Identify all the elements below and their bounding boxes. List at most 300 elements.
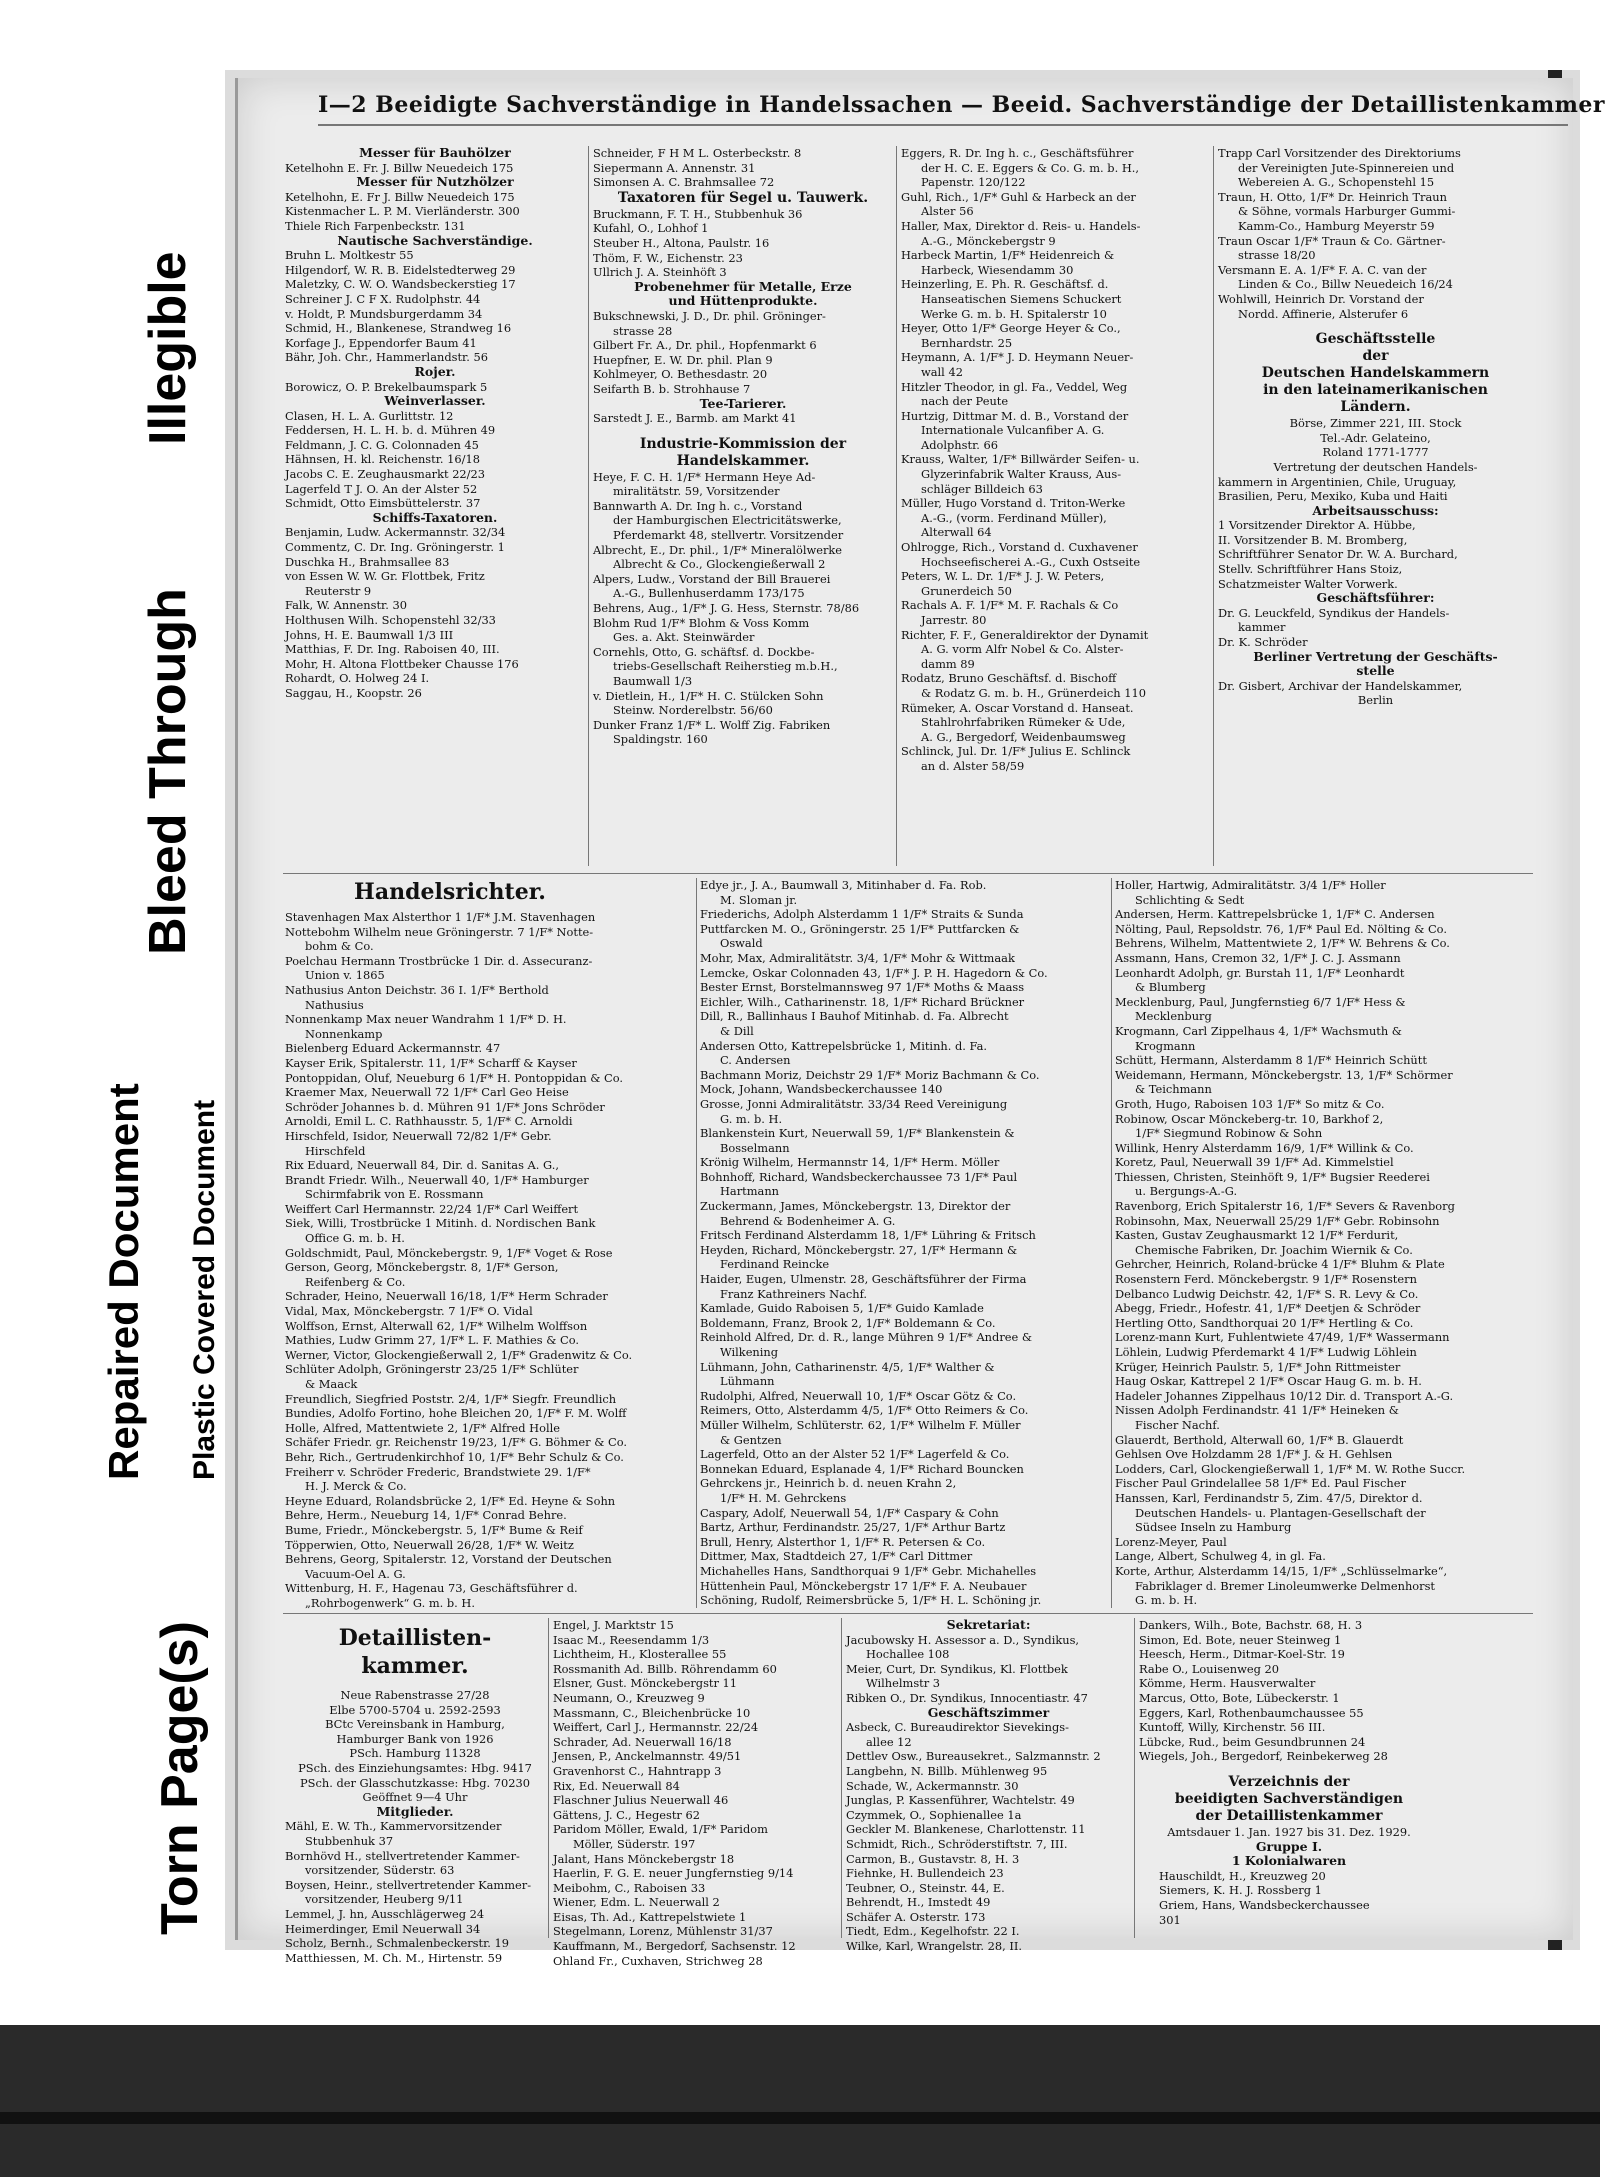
entry-line: Krauss, Walter, 1/F* Billwärder Seifen- u. [901, 452, 1140, 467]
entry-line: Mecklenburg [1135, 1009, 1212, 1024]
entry-line: Lagerfeld, Otto an der Alster 52 1/F* Lagerfeld & Co. [700, 1447, 1010, 1462]
entry-line: Stahlrohrfabriken Rümeker & Ude, [921, 715, 1126, 730]
entry-line: Kamlade, Guido Raboisen 5, 1/F* Guido Kamlade [700, 1301, 984, 1316]
illegible-label: Illegible [139, 251, 197, 445]
entry-line: Kistenmacher L. P. M. Vierländerstr. 300 [285, 204, 520, 219]
entry-line: Dunker Franz 1/F* L. Wolff Zig. Fabriken [593, 717, 831, 732]
entry-line: Guhl, Rich., 1/F* Guhl & Harbeck an der [901, 189, 1136, 204]
entry-line: Steuber H., Altona, Paulstr. 16 [593, 235, 770, 250]
section-heading: in den lateinamerikanischen [1263, 382, 1488, 399]
entry-line: G. m. b. H. [1135, 1593, 1198, 1608]
entry-line: Rudolphi, Alfred, Neuerwall 10, 1/F* Oscar Götz & Co. [700, 1388, 1017, 1403]
entry-line: Schneider, F H M L. Osterbeckstr. 8 [593, 146, 802, 160]
plastic-covered-label: Plastic Covered Document [188, 1099, 221, 1480]
entry-line: Bannwarth A. Dr. Ing h. c., Vorstand [593, 498, 803, 513]
entry-line: Krüger, Heinrich Paulstr. 5, 1/F* John Rittmeister [1115, 1359, 1401, 1374]
entry-line: G. m. b. H. [720, 1111, 783, 1126]
entry-line: Engel, J. Marktstr 15 [553, 1618, 674, 1632]
entry-line: Werke G. m. b. H. Spitalerstr 10 [921, 306, 1107, 321]
entry-line: Alpers, Ludw., Vorstand der Bill Brauerei [593, 571, 831, 586]
entry-line: Hilgendorf, W. R. B. Eidelstedterweg 29 [285, 262, 516, 277]
entry-line: Gilbert Fr. A., Dr. phil., Hopfenmarkt 6 [593, 338, 817, 353]
handelsrichter-col-1 [285, 910, 693, 1611]
entry-line: Fischer Nachf. [1135, 1417, 1220, 1432]
entry-line [593, 426, 893, 436]
entry-line: Goldschmidt, Paul, Mönckebergstr. 9, 1/F* Voget & Rose [285, 1245, 613, 1260]
entry-line: Spaldingstr. 160 [613, 732, 708, 747]
entry-line: Behr, Rich., Gertrudenkirchhof 10, 1/F* Behr Schulz & Co. [285, 1449, 624, 1464]
entry-line: Wiegels, Joh., Bergedorf, Reinbekerweg 28 [1139, 1749, 1388, 1764]
entry-line: Wilhelmstr 3 [866, 1676, 941, 1691]
divider [896, 146, 897, 866]
entry-line: Lemcke, Oskar Colonnaden 43, 1/F* J. P. H. Hagedorn & Co. [700, 965, 1048, 980]
entry-line: Boldemann, Franz, Brook 2, 1/F* Boldemann & Co. [700, 1315, 996, 1330]
section-heading: Geschäftsführer: [1316, 590, 1435, 606]
entry-line: Huepfner, E. W. Dr. phil. Plan 9 [593, 352, 773, 367]
entry-line: Haerlin, F. G. E. neuer Jungfernstieg 9/14 [553, 1866, 794, 1881]
entry-line: Bartz, Arthur, Ferdinandstr. 25/27, 1/F* Arthur Bartz [700, 1520, 1006, 1535]
entry-line: Nonnenkamp Max neuer Wandrahm 1 1/F* D. H. [285, 1012, 567, 1027]
entry-line: Schmid, H., Blankenese, Strandweg 16 [285, 321, 512, 336]
entry-line: Schlinck, Jul. Dr. 1/F* Julius E. Schlinck [901, 744, 1131, 759]
entry-line: Czymmek, O., Sophienallee 1a [846, 1807, 1022, 1822]
entry-line: Siemers, K. H. J. Rossberg 1 [1159, 1883, 1322, 1898]
entry-line: Asbeck, C. Bureaudirektor Sievekings- [846, 1720, 1069, 1735]
entry-line: Schriftführer Senator Dr. W. A. Burchard, [1218, 547, 1458, 562]
document-page [235, 78, 1605, 1968]
entry-line: Korfage J., Eppendorfer Baum 41 [285, 335, 477, 350]
entry-line: Seifarth B. b. Strohhause 7 [593, 381, 751, 396]
section-heading: Ländern. [1340, 399, 1411, 416]
entry-line: Abegg, Friedr., Hofestr. 41, 1/F* Deetjen & Schröder [1115, 1301, 1421, 1316]
entry-line: Holle, Alfred, Mattentwiete 2, 1/F* Alfred Holle [285, 1420, 560, 1435]
torn-pages-label: Torn Page(s) [151, 1621, 209, 1935]
entry-line: Lorenz-Meyer, Paul [1115, 1534, 1227, 1549]
entry-line: Behrens, Aug., 1/F* J. G. Hess, Sternstr. 78/86 [593, 601, 860, 616]
entry-line: Carmon, B., Gustavstr. 8, H. 3 [846, 1851, 1020, 1866]
entry-line: Hauschildt, H., Kreuzweg 20 [1159, 1868, 1326, 1883]
bleed-through-label: Bleed Through [139, 588, 197, 955]
entry-line: Eisas, Th. Ad., Kattrepelstwiete 1 [553, 1909, 747, 1924]
entry-line: Freiherr v. Schröder Frederic, Brandstwiete 29. 1/F* [285, 1464, 591, 1479]
entry-line: Schütt, Hermann, Alsterdamm 8 1/F* Heinrich Schütt [1115, 1053, 1427, 1068]
entry-line: Pferdemarkt 48, stellvertr. Vorsitzender [613, 528, 844, 543]
detaillisten-col-4 [1139, 1618, 1439, 1927]
entry-line: Gravenhorst C., Hahntrapp 3 [553, 1763, 722, 1778]
entry-line: vorsitzender, Heuberg 9/11 [305, 1892, 464, 1907]
section-heading: der Detaillistenkammer [1195, 1807, 1383, 1824]
entry-line: Reuterstr 9 [305, 583, 372, 598]
column-4 [1218, 146, 1533, 708]
detaillisten-col-3 [846, 1618, 1131, 1954]
entry-line: Heimerdinger, Emil Neuerwall 34 [285, 1921, 481, 1936]
entry-line: Teubner, O., Steinstr. 44, E. [846, 1880, 1005, 1895]
entry-line: 1 Vorsitzender Direktor A. Hübbe, [1218, 518, 1416, 533]
entry-line: Müller Wilhelm, Schlüterstr. 62, 1/F* Wilhelm F. Müller [700, 1417, 1021, 1432]
section-heading: Verzeichnis der [1228, 1773, 1350, 1790]
entry-line: Schrader, Ad. Neuerwall 16/18 [553, 1734, 732, 1749]
entry-line: damm 89 [921, 656, 975, 671]
entry-line: Jalant, Hans Mönckebergstr 18 [553, 1851, 735, 1866]
entry-line: Kayser Erik, Spitalerstr. 11, 1/F* Scharff & Kayser [285, 1055, 577, 1070]
section-heading: Deutschen Handelskammern [1261, 365, 1490, 382]
entry-line: Jacobs C. E. Zeughausmarkt 22/23 [285, 467, 486, 482]
entry-line: v. Dietlein, H., 1/F* H. C. Stülcken Sohn [593, 688, 824, 703]
entry-line: Schade, W., Ackermannstr. 30 [846, 1778, 1019, 1793]
detaillisten-title-1: Detaillisten- [338, 1625, 492, 1651]
entry-line: Roland 1771-1777 [1322, 445, 1429, 460]
entry-line: C. Andersen [720, 1053, 791, 1068]
entry-line: Dill, R., Ballinhaus I Bauhof Mitinhab. d. Fa. Albrecht [700, 1009, 1009, 1024]
section-heading: Messer für Bauhölzer [359, 145, 511, 160]
entry-line: Meier, Curt, Dr. Syndikus, Kl. Flottbek [846, 1661, 1068, 1676]
entry-line: Bernhardstr. 25 [921, 335, 1013, 350]
entry-line: 301 [1159, 1912, 1181, 1927]
entry-line: Caspary, Adolf, Neuerwall 54, 1/F* Caspary & Cohn [700, 1505, 999, 1520]
section-heading: Mitglieder. [376, 1803, 454, 1819]
column-3 [901, 146, 1211, 774]
entry-line: Schäfer A. Osterstr. 173 [846, 1909, 986, 1924]
entry-line: Albrecht & Co., Glockengießerwall 2 [613, 557, 826, 572]
entry-line: Fiehnke, H. Bullendeich 23 [846, 1866, 1004, 1881]
entry-line: Südsee Inseln zu Hamburg [1135, 1520, 1292, 1535]
entry-line: Korte, Arthur, Alsterdamm 14/15, 1/F* „Schlüsselmarke“, [1115, 1563, 1448, 1578]
entry-line: Feddersen, H. L. H. b. d. Mühren 49 [285, 423, 496, 438]
entry-line: Ketelhohn, E. Fr J. Billw Neuedeich 175 [285, 189, 515, 204]
entry-line: Versmann E. A. 1/F* F. A. C. van der [1218, 262, 1427, 277]
section-heading: Nautische Sachverständige. [337, 232, 533, 248]
entry-line: Dr. Gisbert, Archivar der Handelskammer, [1218, 678, 1463, 693]
entry-line: Lemmel, J. hn, Ausschlägerweg 24 [285, 1906, 485, 1921]
entry-line: M. Sloman jr. [720, 892, 798, 907]
entry-line: Ribken O., Dr. Syndikus, Innocentiastr. 47 [846, 1690, 1088, 1705]
entry-line: Siepermann A. Annenstr. 31 [593, 160, 756, 175]
entry-line: Webereien A. G., Schopenstehl 15 [1238, 175, 1435, 190]
entry-line: Clasen, H. L. A. Gurlittstr. 12 [285, 408, 454, 423]
entry-line: Fabriklager d. Bremer Linoleumwerke Delmenhorst [1135, 1578, 1436, 1593]
entry-line: Thiele Rich Farpenbeckstr. 131 [285, 218, 466, 233]
entry-line: Rix Eduard, Neuerwall 84, Dir. d. Sanitas A. G., [285, 1158, 559, 1173]
entry-line: Kohlmeyer, O. Bethesdastr. 20 [593, 367, 768, 382]
divider [588, 146, 589, 866]
entry-line: Nonnenkamp [305, 1026, 383, 1041]
entry-line: Brasilien, Peru, Mexiko, Kuba und Haiti [1218, 489, 1448, 504]
entry-line: Kamm-Co., Hamburg Meyerstr 59 [1238, 218, 1435, 233]
entry-line: Junglas, P. Kassenführer, Wachtelstr. 49 [846, 1793, 1075, 1808]
entry-line: Wiener, Edm. L. Neuerwall 2 [553, 1895, 720, 1910]
entry-line: Rachals A. F. 1/F* M. F. Rachals & Co [901, 598, 1119, 613]
entry-line: Traun Oscar 1/F* Traun & Co. Gärtner- [1218, 233, 1446, 248]
entry-line: PSch. des Einziehungsamtes: Hbg. 9417 [298, 1760, 532, 1775]
entry-line: Vacuum-Oel A. G. [305, 1566, 406, 1581]
entry-line: Krönig Wilhelm, Hermannstr 14, 1/F* Herm. Möller [700, 1155, 1000, 1170]
entry-line: Nölting, Paul, Repsoldstr. 76, 1/F* Paul Ed. Nölting & Co. [1115, 921, 1447, 936]
entry-line: Schrader, Heino, Neuerwall 16/18, 1/F* Herm Schrader [285, 1289, 608, 1304]
entry-line: Lichtheim, H., Klosterallee 55 [553, 1647, 727, 1662]
entry-line: „Rohrbogenwerk“ G. m. b. H. [305, 1595, 475, 1610]
entry-line: Schreiner J. C F X. Rudolphstr. 44 [285, 291, 481, 306]
entry-line: Borowicz, O. P. Brekelbaumspark 5 [285, 379, 488, 394]
entry-line: Schirmfabrik von E. Rossmann [305, 1187, 484, 1202]
section-heading: Berliner Vertretung der Geschäfts- [1253, 648, 1498, 664]
entry-line: Puttfarcken M. O., Gröningerstr. 25 1/F* Puttfarcken & [700, 921, 1020, 936]
entry-line: Reifenberg & Co. [305, 1274, 406, 1289]
entry-line: Saggau, H., Koopstr. 26 [285, 685, 422, 700]
page-header: I—2 Beeidigte Sachverständige in Handelssachen — Beeid. Sachverständige der Detaillistenkammer [318, 92, 1605, 118]
entry-line: Kauffmann, M., Bergedorf, Sachsenstr. 12 [553, 1939, 796, 1954]
entry-line: Hochseefischerei A.-G., Cuxh Ostseite [921, 554, 1141, 569]
entry-line: Gehlsen Ove Holzdamm 28 1/F* J. & H. Gehlsen [1115, 1447, 1393, 1462]
entry-line: u. Bergungs-A.-G. [1135, 1184, 1238, 1199]
entry-line: Behrens, Georg, Spitalerstr. 12, Vorstand der Deutschen [285, 1552, 612, 1567]
entry-line: Ullrich J. A. Steinhöft 3 [593, 265, 727, 280]
entry-line: Internationale Vulcanfiber A. G. [921, 423, 1105, 438]
entry-line: Marcus, Otto, Bote, Lübeckerstr. 1 [1139, 1690, 1340, 1705]
entry-line: Stubbenhuk 37 [305, 1833, 394, 1848]
entry-line: Freundlich, Siegfried Poststr. 2/4, 1/F* Siegfr. Freundlich [285, 1391, 617, 1406]
entry-line: Kuntoff, Willy, Kirchenstr. 56 III. [1139, 1720, 1326, 1735]
entry-line: Gerson, Georg, Mönckebergstr. 8, 1/F* Gerson, [285, 1260, 559, 1275]
entry-line: Mohr, H. Altona Flottbeker Chausse 176 [285, 656, 519, 671]
entry-line: Hartmann [720, 1184, 780, 1199]
entry-line: Thöm, F. W., Eichenstr. 23 [593, 250, 743, 265]
entry-line: Sarstedt J. E., Barmb. am Markt 41 [593, 411, 797, 426]
entry-line: Papenstr. 120/122 [921, 175, 1026, 190]
entry-line: Haider, Eugen, Ulmenstr. 28, Geschäftsführer der Firma [700, 1272, 1027, 1287]
entry-line: Bruckmann, F. T. H., Stubbenhuk 36 [593, 206, 803, 221]
entry-line: Geckler M. Blankenese, Charlottenstr. 11 [846, 1822, 1086, 1837]
entry-line: Schöning, Rudolf, Reimersbrücke 5, 1/F* H. L. Schöning jr. [700, 1593, 1042, 1608]
entry-line: Grunerdeich 50 [921, 583, 1012, 598]
entry-line: Schröder Johannes b. d. Mühren 91 1/F* Jons Schröder [285, 1099, 605, 1114]
entry-line: & Maack [305, 1377, 358, 1391]
entry-line: Andersen Otto, Kattrepelsbrücke 1, Mitinh. d. Fa. [700, 1038, 988, 1053]
divider [548, 1618, 549, 1938]
entry-line [1139, 1764, 1439, 1774]
entry-line: Willink, Henry Alsterdamm 16/9, 1/F* Willink & Co. [1115, 1140, 1414, 1155]
entry-line: Eggers, Karl, Rothenbaumchaussee 55 [1139, 1705, 1364, 1720]
entry-line: nach der Peute [921, 394, 1009, 409]
entry-line: Leonhardt Adolph, gr. Burstah 11, 1/F* Leonhardt [1115, 965, 1405, 980]
entry-line: & Rodatz G. m. b. H., Grünerdeich 110 [921, 685, 1146, 700]
section-heading: stelle [1356, 663, 1395, 679]
entry-line: Jacubowsky H. Assessor a. D., Syndikus, [846, 1632, 1080, 1647]
entry-line: Dittmer, Max, Stadtdeich 27, 1/F* Carl Dittmer [700, 1549, 973, 1564]
entry-line: Wilke, Karl, Wrangelstr. 28, II. [846, 1939, 1022, 1954]
entry-line: Edye jr., J. A., Baumwall 3, Mitinhaber d. Fa. Rob. [700, 878, 987, 892]
entry-line: Heyden, Richard, Mönckebergstr. 27, 1/F* Hermann & [700, 1242, 1018, 1257]
entry-line: & Teichmann [1135, 1082, 1212, 1097]
entry-line: Nathusius [305, 997, 364, 1012]
divider [1213, 146, 1214, 866]
entry-line: Delbanco Ludwig Deichstr. 42, 1/F* S. R. Levy & Co. [1115, 1286, 1419, 1301]
entry-line: Behre, Herm., Neueburg 14, 1/F* Conrad Behre. [285, 1508, 567, 1523]
entry-line: Brull, Henry, Alsterthor 1, 1/F* R. Petersen & Co. [700, 1534, 986, 1549]
entry-line: Geöffnet 9—4 Uhr [362, 1790, 468, 1805]
entry-line: Bundies, Adolfo Fortino, hohe Bleichen 20, 1/F* F. M. Wolff [285, 1406, 627, 1421]
entry-line: Weidemann, Hermann, Mönckebergstr. 13, 1/F* Schörmer [1115, 1067, 1453, 1082]
entry-line: A.-G., (vorm. Ferdinand Müller), [921, 510, 1107, 525]
entry-line: Bähr, Joh. Chr., Hammerlandstr. 56 [285, 350, 488, 365]
entry-line: Schatzmeister Walter Vorwerk. [1218, 576, 1398, 591]
entry-line: Michahelles Hans, Sandthorquai 9 1/F* Gebr. Michahelles [700, 1563, 1037, 1578]
entry-line: Andersen, Herm. Kattrepelsbrücke 1, 1/F* C. Andersen [1115, 907, 1435, 922]
column-2 [593, 146, 893, 747]
entry-line: Kasten, Gustav Zeughausmarkt 12 1/F* Ferdurit, [1115, 1228, 1399, 1243]
entry-line: Töpperwien, Otto, Neuerwall 26/28, 1/F* W. Weitz [285, 1537, 574, 1552]
entry-line: Reinhold Alfred, Dr. d. R., lange Mühren 9 1/F* Andree & [700, 1330, 1033, 1345]
entry-line: Griem, Hans, Wandsbeckerchaussee [1159, 1897, 1370, 1912]
entry-line: Nordd. Affinerie, Alsterufer 6 [1238, 306, 1409, 321]
entry-line: Lühmann [720, 1374, 775, 1389]
entry-line: 1/F* H. M. Gehrckens [720, 1490, 847, 1505]
entry-line: Friederichs, Adolph Alsterdamm 1 1/F* Straits & Sunda [700, 907, 1024, 922]
entry-line: Bruhn L. Moltkestr 55 [285, 248, 414, 263]
entry-line: Matthias, F. Dr. Ing. Raboisen 40, III. [285, 642, 500, 657]
divider [696, 878, 697, 1608]
entry-line: & Blumberg [1135, 980, 1206, 995]
divider [1111, 878, 1112, 1608]
entry-line: Blankenstein Kurt, Neuerwall 59, 1/F* Blankenstein & [700, 1126, 1015, 1141]
entry-line: Dankers, Wilh., Bote, Bachstr. 68, H. 3 [1139, 1618, 1363, 1632]
entry-line: Blohm Rud 1/F* Blohm & Voss Komm [593, 615, 810, 630]
scanner-bottom-edge [0, 2025, 1600, 2177]
entry-line: an d. Alster 58/59 [921, 758, 1025, 773]
entry-line: der Vereinigten Jute-Spinnereien und [1238, 160, 1455, 175]
entry-line: Scholz, Bernh., Schmalenbeckerstr. 19 [285, 1936, 510, 1951]
entry-line: Schlichting & Sedt [1135, 892, 1245, 907]
entry-line: Union v. 1865 [305, 968, 385, 983]
entry-line: Hanseatischen Siemens Schuckert [921, 291, 1122, 306]
entry-line: Steinw. Norderelbstr. 56/60 [613, 703, 773, 718]
section-heading: Arbeitsausschuss: [1312, 502, 1439, 518]
entry-line: Baumwall 1/3 [613, 674, 693, 688]
entry-line: Werner, Victor, Glockengießerwall 2, 1/F* Gradenwitz & Co. [285, 1347, 633, 1362]
section-heading: beeidigten Sachverständigen [1174, 1790, 1404, 1807]
entry-line: Neumann, O., Kreuzweg 9 [553, 1690, 705, 1705]
entry-line: & Dill [720, 1023, 754, 1038]
entry-line: A. G., Bergedorf, Weidenbaumsweg [921, 729, 1126, 744]
entry-line: Rodatz, Bruno Geschäftsf. d. Bischoff [901, 671, 1117, 686]
entry-line: Harbeck Martin, 1/F* Heidenreich & [901, 248, 1115, 263]
entry-line: Bonnekan Eduard, Esplanade 4, 1/F* Richard Bouncken [700, 1461, 1024, 1476]
entry-line: Jensen, P., Anckelmannstr. 49/51 [553, 1749, 742, 1764]
entry-line: Pontoppidan, Oluf, Neueburg 6 1/F* H. Pontoppidan & Co. [285, 1070, 624, 1085]
section-heading: Geschäftszimmer [927, 1704, 1050, 1720]
entry-line: 1/F* Siegmund Robinow & Sohn [1135, 1126, 1323, 1141]
entry-line: Fischer Paul Grindelallee 58 1/F* Ed. Paul Fischer [1115, 1476, 1406, 1491]
entry-line: Traun, H. Otto, 1/F* Dr. Heinrich Traun [1218, 189, 1447, 204]
entry-line: Wolffson, Ernst, Alterwall 62, 1/F* Wilhelm Wolffson [285, 1318, 588, 1333]
entry-line: Heyne Eduard, Rolandsbrücke 2, 1/F* Ed. Heyne & Sohn [285, 1493, 616, 1508]
entry-line: Schäfer Friedr. gr. Reichenstr 19/23, 1/F* G. Böhmer & Co. [285, 1435, 627, 1450]
entry-line: Rohardt, O. Holweg 24 I. [285, 671, 430, 686]
entry-line: Adolphstr. 66 [921, 437, 998, 452]
entry-line: allee 12 [866, 1734, 912, 1749]
entry-line: Ohlrogge, Rich., Vorstand d. Cuxhavener [901, 540, 1138, 555]
entry-line: Behrend & Bodenheimer A. G. [720, 1213, 896, 1228]
entry-line: Kufahl, O., Lohhof 1 [593, 221, 709, 236]
entry-line: Wohlwill, Heinrich Dr. Vorstand der [1218, 291, 1424, 306]
entry-line: Matthiessen, M. Ch. M., Hirtenstr. 59 [285, 1950, 503, 1965]
entry-line: Poelchau Hermann Trostbrücke 1 Dir. d. Assecuranz- [285, 953, 593, 968]
entry-line: Neue Rabenstrasse 27/28 [340, 1688, 490, 1702]
entry-line: Johns, H. E. Baumwall 1/3 III [285, 627, 454, 642]
entry-line: Heinzerling, E. Ph. R. Geschäftsf. d. [901, 277, 1109, 292]
entry-line: von Essen W. W. Gr. Flottbek, Fritz [285, 569, 485, 584]
entry-line: Gättens, J. C., Hegestr 62 [553, 1807, 700, 1822]
entry-line: Hirschfeld, Isidor, Neuerwall 72/82 1/F* Gebr. [285, 1128, 552, 1143]
entry-line: Oswald [720, 936, 763, 951]
section-rule [283, 1613, 1533, 1614]
detaillisten-title-2: kammer. [361, 1653, 469, 1679]
entry-line: Hurtzig, Dittmar M. d. B., Vorstand der [901, 408, 1129, 423]
entry-line: Linden & Co., Billw Neuedeich 16/24 [1238, 277, 1453, 292]
entry-line: Grosse, Jonni Admiralitätstr. 33/34 Reed Vereinigung [700, 1096, 1008, 1111]
entry-line: Isaac M., Reesendamm 1/3 [553, 1632, 710, 1647]
entry-line: Feldmann, J. C. G. Colonnaden 45 [285, 437, 479, 452]
entry-line: Deutschen Handels- u. Plantagen-Gesellschaft der [1135, 1505, 1426, 1520]
entry-line: Holthusen Wilh. Schopenstehl 32/33 [285, 613, 496, 627]
section-heading: Industrie-Kommission der [639, 435, 847, 452]
section-heading: Probenehmer für Metalle, Erze [634, 278, 852, 294]
entry-line: & Söhne, vormals Harburger Gummi- [1238, 204, 1456, 219]
entry-line: A.-G., Bullenhuserdamm 173/175 [613, 586, 805, 601]
entry-line: der Hamburgischen Electricitätswerke, [613, 513, 842, 528]
entry-line: Schmidt, Otto Eimsbüttelerstr. 37 [285, 496, 481, 511]
entry-line: Lodders, Carl, Glockengießerwall 1, 1/F* M. W. Rothe Succr. [1115, 1461, 1466, 1476]
entry-line: Assmann, Hans, Cremon 32, 1/F* J. C. J. Assmann [1115, 950, 1401, 965]
entry-line: Hähnsen, H. kl. Reichenstr. 16/18 [285, 452, 480, 467]
entry-line: Hertling Otto, Sandthorquai 20 1/F* Hertling & Co. [1115, 1315, 1414, 1330]
entry-line: Behrens, Wilhelm, Mattentwiete 2, 1/F* W. Behrens & Co. [1115, 936, 1450, 951]
section-heading: Tee-Tarierer. [699, 395, 787, 411]
entry-line: Jarrestr. 80 [921, 613, 987, 627]
entry-line: Franz Kathreiners Nachf. [720, 1286, 868, 1301]
entry-line: schläger Billdeich 63 [921, 481, 1043, 496]
entry-line: Hirschfeld [305, 1143, 366, 1158]
entry-line: Krogmann [1135, 1038, 1196, 1053]
divider [841, 1618, 842, 1938]
entry-line: Vertretung der deutschen Handels- [1273, 459, 1478, 474]
entry-line: Zuckermann, James, Mönckebergstr. 13, Direktor der [700, 1199, 1011, 1214]
entry-line: Bosselmann [720, 1140, 790, 1155]
entry-line: Rix, Ed. Neuerwall 84 [553, 1778, 680, 1793]
entry-line: Müller, Hugo Vorstand d. Triton-Werke [901, 496, 1126, 511]
entry-line: Bume, Friedr., Mönckebergstr. 5, 1/F* Bume & Reif [285, 1522, 583, 1537]
entry-line: Falk, W. Annenstr. 30 [285, 598, 407, 613]
entry-line: Albrecht, E., Dr. phil., 1/F* Mineralölwerke [593, 542, 843, 557]
entry-line: BCtc Vereinsbank in Hamburg, [325, 1717, 505, 1732]
entry-line: Haug Oskar, Kattrepel 2 1/F* Oscar Haug G. m. b. H. [1115, 1374, 1422, 1389]
entry-line: Ges. a. Akt. Steinwärder [613, 630, 755, 645]
section-heading: Handelskammer. [676, 452, 810, 469]
entry-line: Massmann, C., Bleichenbrücke 10 [553, 1705, 751, 1720]
entry-line: Börse, Zimmer 221, III. Stock [1289, 416, 1462, 431]
section-heading: Sekretariat: [946, 1617, 1031, 1632]
entry-line: Ohland Fr., Cuxhaven, Strichweg 28 [553, 1953, 763, 1968]
entry-line: Stegelmann, Lorenz, Mühlenstr 31/37 [553, 1924, 773, 1939]
entry-line: PSch. Hamburg 11328 [349, 1746, 481, 1761]
entry-line: Rabe O., Louisenweg 20 [1139, 1661, 1280, 1676]
section-heading: Rojer. [414, 363, 456, 379]
entry-line: Holler, Hartwig, Admiralitätstr. 3/4 1/F* Holler [1115, 878, 1386, 892]
entry-line: Bachmann Moriz, Deichstr 29 1/F* Moriz Bachmann & Co. [700, 1067, 1040, 1082]
entry-line: Elsner, Gust. Mönckebergstr 11 [553, 1676, 738, 1691]
entry-line: Glyzerinfabrik Walter Krauss, Aus- [921, 467, 1122, 482]
entry-line: Weiffert Carl Hermannstr. 22/24 1/F* Carl Weiffert [285, 1201, 579, 1216]
entry-line [1218, 321, 1533, 331]
